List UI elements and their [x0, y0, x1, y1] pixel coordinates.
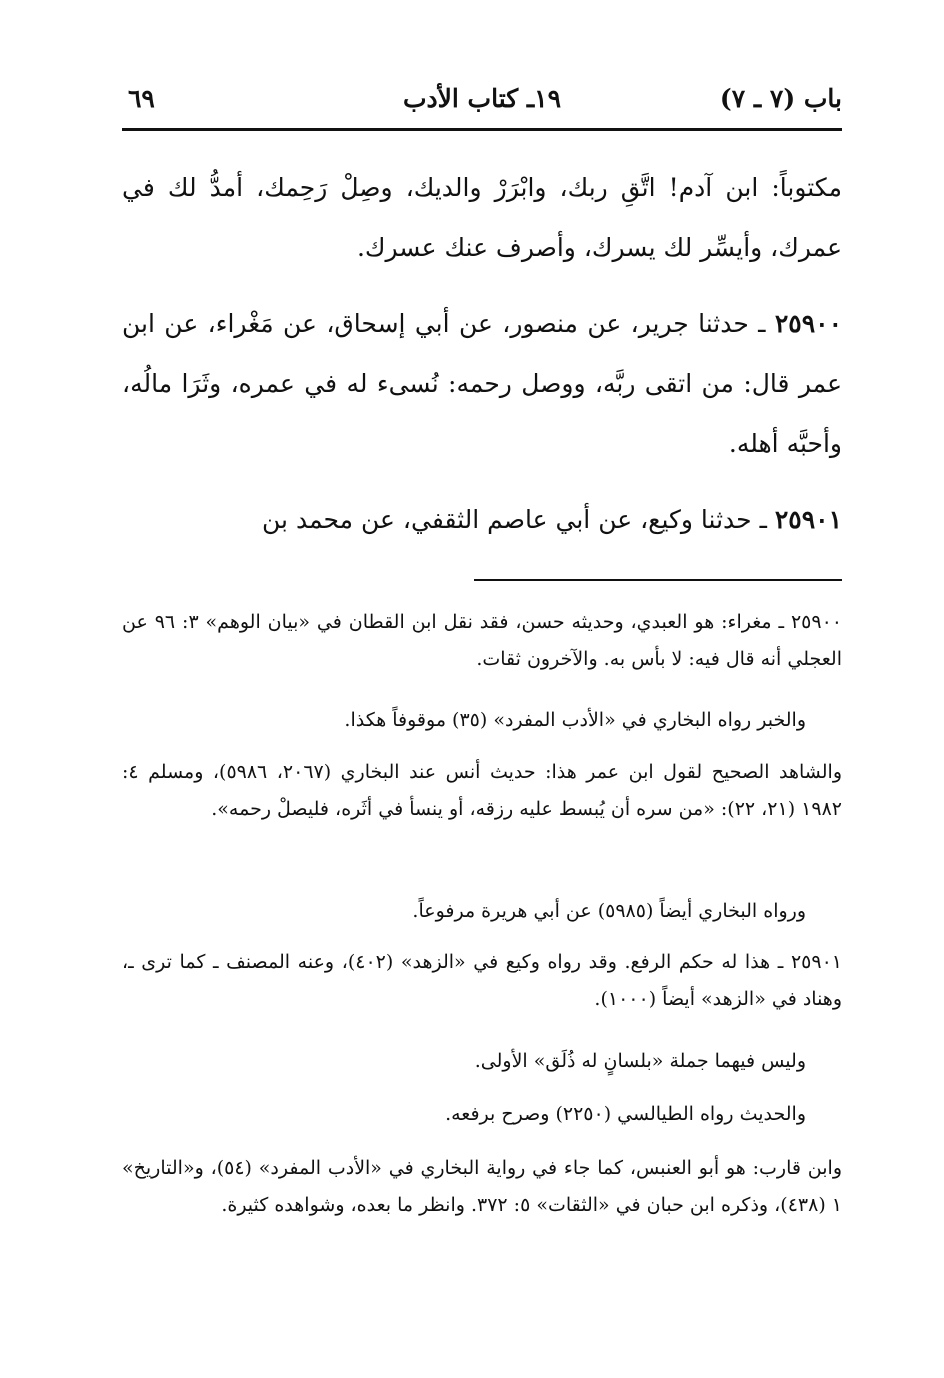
hadith-25900	[122, 294, 842, 474]
footnote-paragraph: والشاهد الصحيح لقول ابن عمر هذا: حديث أنس عند البخاري (٢٠٦٧، ٥٩٨٦)، ومسلم ٤: ١٩٨٢ (٢١، ٢٢): «من سره أن يُبسط عليه رزقه، أو ينسأ في أثَره، فليصلْ رحمه».	[122, 761, 842, 820]
hadith-25901	[122, 490, 842, 550]
footnote-separator	[474, 579, 842, 581]
page-number: ٦٩	[128, 84, 155, 113]
book-title: ١٩ـ كتاب الأدب	[402, 84, 562, 113]
footnote-25900: ٢٥٩٠٠ ـ مغراء: هو العبدي، وحديثه حسن، فقد نقل ابن القطان في «بيان الوهم» ٣: ٩٦ عن العجلي أنه قال فيه: لا بأس به. والآخرون ثقات.	[122, 611, 842, 670]
hadith-text: ـ حدثنا وكيع، عن أبي عاصم الثقفي، عن محمد بن	[262, 505, 775, 534]
page-header	[122, 84, 842, 128]
chapter-heading: باب (٧ ـ ٧)	[719, 84, 842, 113]
header-rule	[122, 128, 842, 131]
main-paragraph: مكتوباً: ابن آدم! اتَّقِ ربك، وابْرَرْ والديك، وصِلْ رَحِمك، أمدُّ لك في عمرك، وأيسِّر لك يسرك، وأصرف عنك عسرك.	[122, 173, 842, 262]
hadith-number: ٢٥٩٠١	[774, 505, 842, 534]
footnote-paragraph: وابن قارب: هو أبو العنبس، كما جاء في رواية البخاري في «الأدب المفرد» (٥٤)، و«التاريخ» ١ (٤٣٨)، وذكره ابن حبان في «الثقات» ٥: ٣٧٢. وانظر ما بعده، وشواهده كثيرة.	[122, 1157, 842, 1216]
footnote-paragraph: والحديث رواه الطيالسي (٢٢٥٠) وصرح برفعه.	[445, 1103, 806, 1125]
footnote-paragraph: والخبر رواه البخاري في «الأدب المفرد» (٣٥) موقوفاً هكذا.	[344, 709, 806, 731]
hadith-number: ٢٥٩٠٠	[774, 309, 842, 338]
hadith-text: ـ حدثنا جرير، عن منصور، عن أبي إسحاق، عن مَغْراء، عن ابن عمر قال: من اتقى ربَّه، ووصل رحمه: نُسىء له في عمره، وثَرَا مالُه، وأحبَّه أهله.	[122, 309, 842, 458]
footnote-paragraph: وليس فيهما جملة «بلسانٍ له ذُلَق» الأولى.	[474, 1050, 806, 1072]
main-text	[122, 158, 842, 550]
footnote-25901: ٢٥٩٠١ ـ هذا له حكم الرفع. وقد رواه وكيع في «الزهد» (٤٠٢)، وعنه المصنف ـ كما ترى ـ، وهناد في «الزهد» أيضاً (١٠٠٠).	[122, 951, 842, 1010]
footnote-paragraph: ورواه البخاري أيضاً (٥٩٨٥) عن أبي هريرة مرفوعاً.	[412, 900, 806, 922]
